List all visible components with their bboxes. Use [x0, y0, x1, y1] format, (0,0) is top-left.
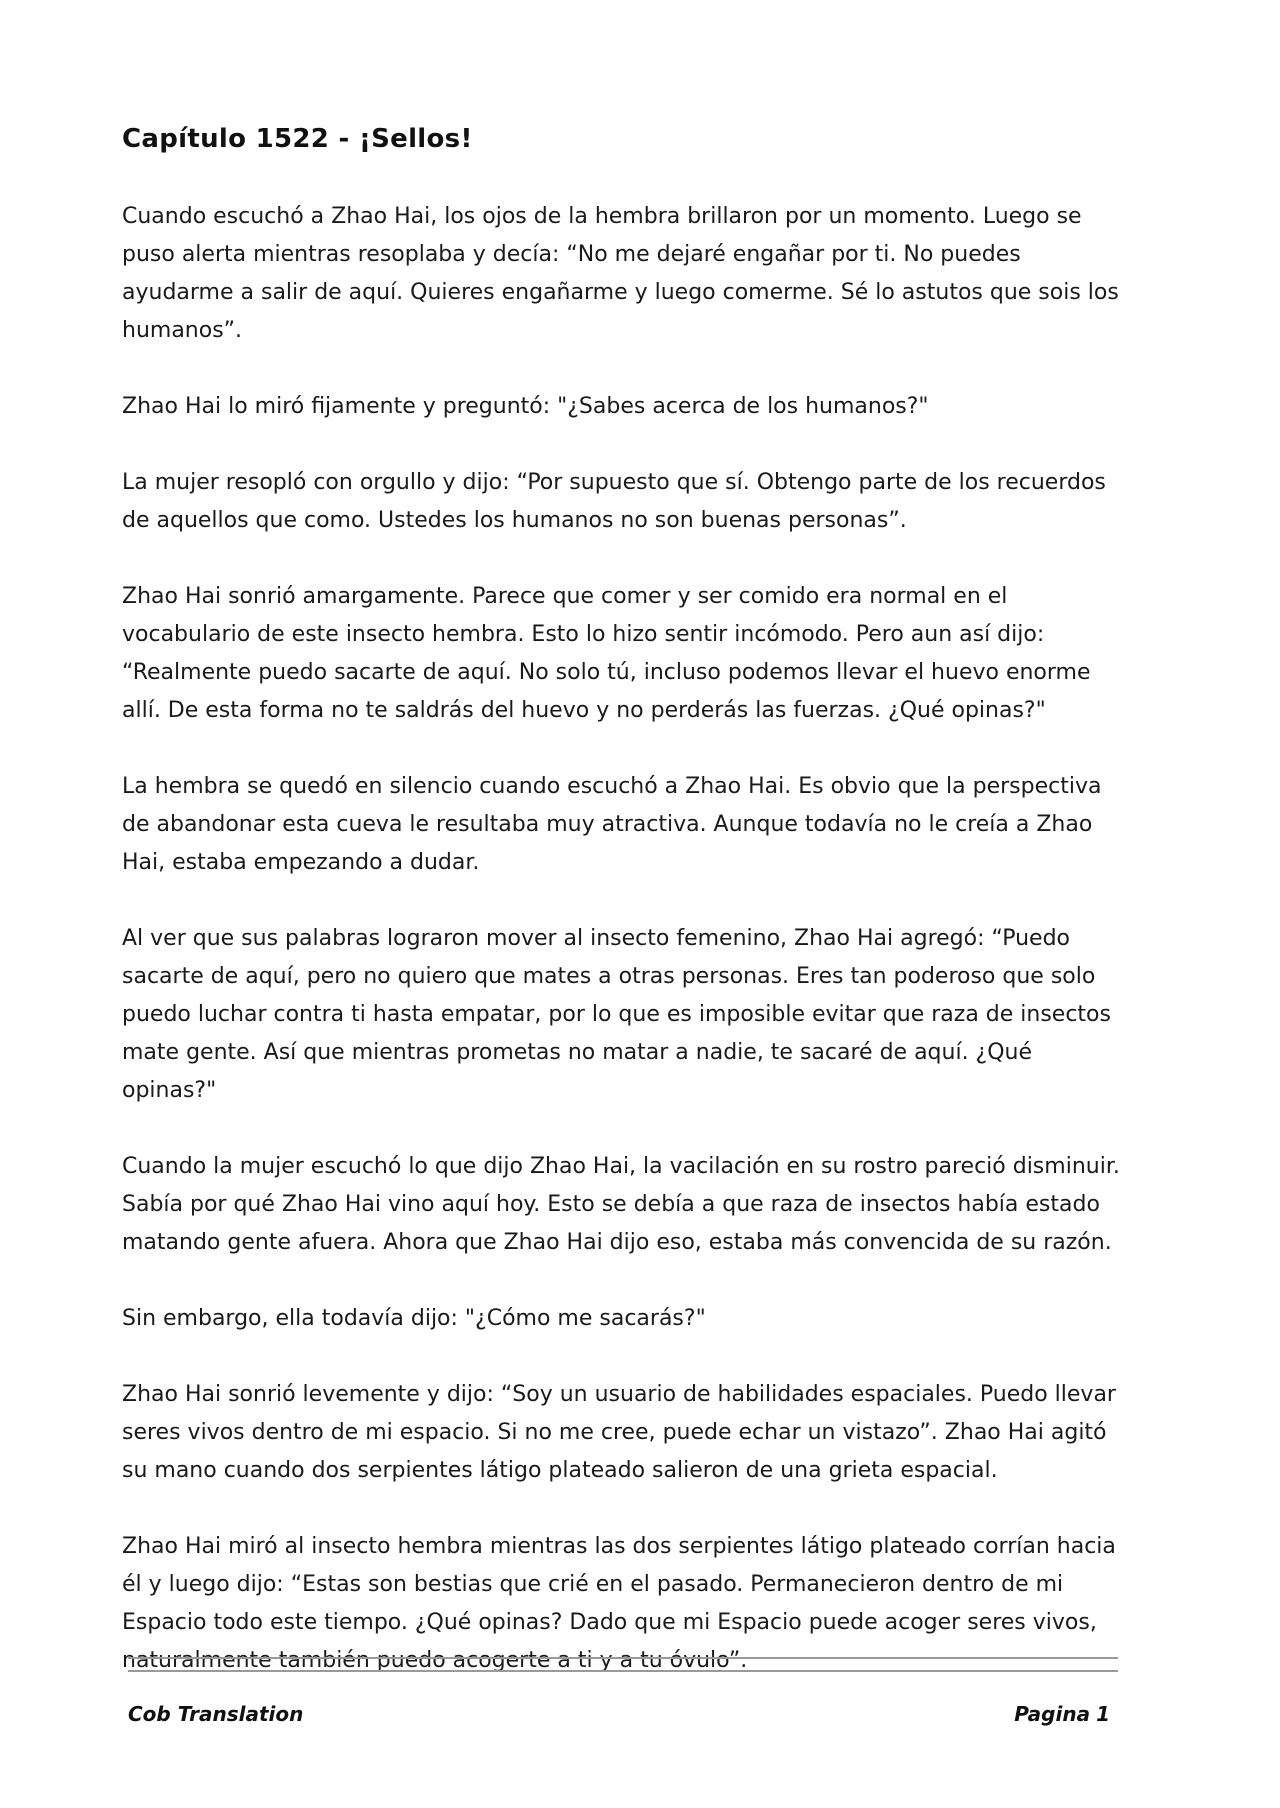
page-number: 1 — [1096, 1702, 1110, 1726]
chapter-body — [122, 198, 1132, 1718]
footer-page-indicator — [1008, 1702, 1110, 1726]
paragraph: Zhao Hai miró al insecto hembra mientras las dos serpientes látigo plateado corrían hacia él y luego dijo: “Estas son bestias que crié en el pasado. Permanecieron dentro de mi Espacio todo este tiempo. ¿Qué opinas? Dado que mi Espacio puede acoger seres vivos, naturalmente también puedo acogerte a ti y a tu óvulo”. — [122, 1534, 1116, 1673]
footer-divider-bottom — [128, 1670, 1118, 1672]
paragraph: La mujer resopló con orgullo y dijo: “Por supuesto que sí. Obtengo parte de los recuerdos de aquellos que como. Ustedes los humanos no son buenas personas”. — [122, 470, 1106, 533]
paragraph: Zhao Hai lo miró fijamente y preguntó: "¿Sabes acerca de los humanos?" — [122, 394, 929, 419]
paragraph: Zhao Hai sonrió amargamente. Parece que comer y ser comido era normal en el vocabulario de este insecto hembra. Esto lo hizo sentir incómodo. Pero aun así dijo: “Realmente puedo sacarte de aquí. No solo tú, incluso podemos llevar el huevo enorme allí. De esta forma no te saldrás del huevo y no perderás las fuerzas. ¿Qué opinas?" — [122, 584, 1091, 723]
paragraph: Sin embargo, ella todavía dijo: "¿Cómo me sacarás?" — [122, 1306, 706, 1331]
page-label: Pagina — [1014, 1702, 1091, 1726]
paragraph: Zhao Hai sonrió levemente y dijo: “Soy un usuario de habilidades espaciales. Puedo llevar seres vivos dentro de mi espacio. Si no me cree, puede echar un vistazo”. Zhao Hai agitó su mano cuando dos serpientes látigo plateado salieron de una grieta espacial. — [122, 1382, 1116, 1483]
paragraph: Cuando escuchó a Zhao Hai, los ojos de la hembra brillaron por un momento. Luego se puso alerta mientras resoplaba y decía: “No me dejaré engañar por ti. No puedes ayudarme a salir de aquí. Quieres engañarme y luego comerme. Sé lo astutos que sois los humanos”. — [122, 204, 1119, 343]
paragraph: Cuando la mujer escuchó lo que dijo Zhao Hai, la vacilación en su rostro pareció disminuir. Sabía por qué Zhao Hai vino aquí hoy. Esto se debía a que raza de insectos había estado matando gente afuera. Ahora que Zhao Hai dijo eso, estaba más convencida de su razón. — [122, 1154, 1120, 1255]
paragraph: Al ver que sus palabras lograron mover al insecto femenino, Zhao Hai agregó: “Puedo sacarte de aquí, pero no quiero que mates a otras personas. Eres tan poderoso que solo puedo luchar contra ti hasta empatar, por lo que es imposible evitar que raza de insectos mate gente. Así que mientras prometas no matar a nadie, te sacaré de aquí. ¿Qué opinas?" — [122, 926, 1111, 1103]
footer-divider-top — [128, 1657, 1118, 1659]
footer-translator-name: Cob Translation — [128, 1702, 304, 1726]
chapter-title: Capítulo 1522 - ¡Sellos! — [122, 124, 473, 154]
paragraph: La hembra se quedó en silencio cuando escuchó a Zhao Hai. Es obvio que la perspectiva de abandonar esta cueva le resultaba muy atractiva. Aunque todavía no le creía a Zhao Hai, estaba empezando a dudar. — [122, 774, 1102, 875]
